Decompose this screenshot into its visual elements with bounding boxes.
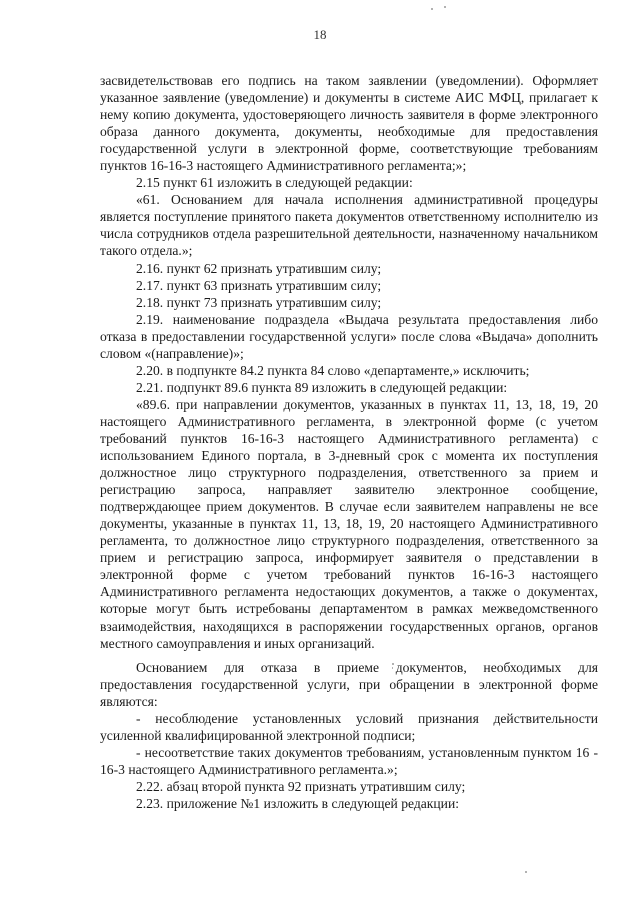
paragraph-p06: 2.18. пункт 73 признать утратившим силу; (136, 294, 382, 310)
paragraph-p11: Основанием для отказа в приеме документов, необходимых для предоставления государственной услуги, при обращении в электронной форме являются: (100, 659, 598, 709)
paragraph-p10: «89.6. при направлении документов, указанных в пунктах 11, 13, 18, 19, 20 настоящего Административного регламента, в электронной форме (с учетом требований пунктов 16-16-3 настоящего Административного регламента) с использованием Единого портала, в 3-дневный срок с момента их поступления должностное лицо структурного подразделения, ответственного за прием и регистрацию запроса, направляет заявителю электронное сообщение, подтверждающее прием документов. В случае если заявителем направлены не все документы, указанные в пунктах 11, 13, 18, 19, 20 настоящего Административного регламента, то должностное лицо структурного подразделения, ответственного за прием и регистрацию запроса, информирует заявителя о представлении в электронной форме с учетом требований пунктов 16-16-3 настоящего Административного регламента недостающих документов, а также о документах, которые могут быть истребованы департаментом в рамках межведомственного взаимодействия, находящихся в распоряжении государственных органов, органов местного самоуправления и иных организаций. (100, 396, 598, 651)
paragraph-p14: 2.22. абзац второй пункта 92 признать утратившим силу; (136, 778, 466, 794)
paragraph-p15: 2.23. приложение №1 изложить в следующей редакции: (136, 795, 459, 811)
paragraph-p02: 2.15 пункт 61 изложить в следующей редакции: (136, 175, 413, 191)
paragraph-p09: 2.21. подпункт 89.6 пункта 89 изложить в следующей редакции: (136, 379, 508, 395)
scan-speck (444, 6, 446, 8)
paragraph-p05: 2.17. пункт 63 признать утратившим силу; (136, 277, 382, 293)
paragraph-p07: 2.19. наименование подраздела «Выдача результата предоставления либо отказа в предоставлении государственной услуги» после слова «Выдача» дополнить словом «(направление)»; (100, 311, 598, 361)
page-number: 18 (313, 27, 327, 42)
paragraph-p03: «61. Основанием для начала исполнения административной процедуры является поступление принятого пакета документов ответственному исполнителю из числа сотрудников отдела разрешительной деятельности, назначенному начальником такого отдела.»; (100, 192, 598, 259)
paragraph-p04: 2.16. пункт 62 признать утратившим силу; (136, 260, 382, 276)
paragraph-p08: 2.20. в подпункте 84.2 пункта 84 слово «департаменте,» исключить; (136, 362, 530, 378)
document-body (100, 72, 598, 812)
scan-speck (525, 871, 527, 873)
paragraph-p01: засвидетельствовав его подпись на таком заявлении (уведомлении). Оформляет указанное заявление (уведомление) и документы в системе АИС МФЦ, прилагает к нему копию документа, удостоверяющего личность заявителя в форме электронного образа данного документа, документы, необходимые для предоставления государственной услуги в электронной форме, соответствующие требованиям пунктов 16-16-3 настоящего Административного регламента;»; (100, 73, 598, 174)
scan-speck (431, 8, 433, 10)
paragraph-p12: - несоблюдение установленных условий признания действительности усиленной квалифицированной электронной подписи; (100, 710, 598, 743)
paragraph-p13: - несоответствие таких документов требованиям, установленным пунктом 16 - 16-3 настоящего Административного регламента.»; (100, 744, 598, 777)
